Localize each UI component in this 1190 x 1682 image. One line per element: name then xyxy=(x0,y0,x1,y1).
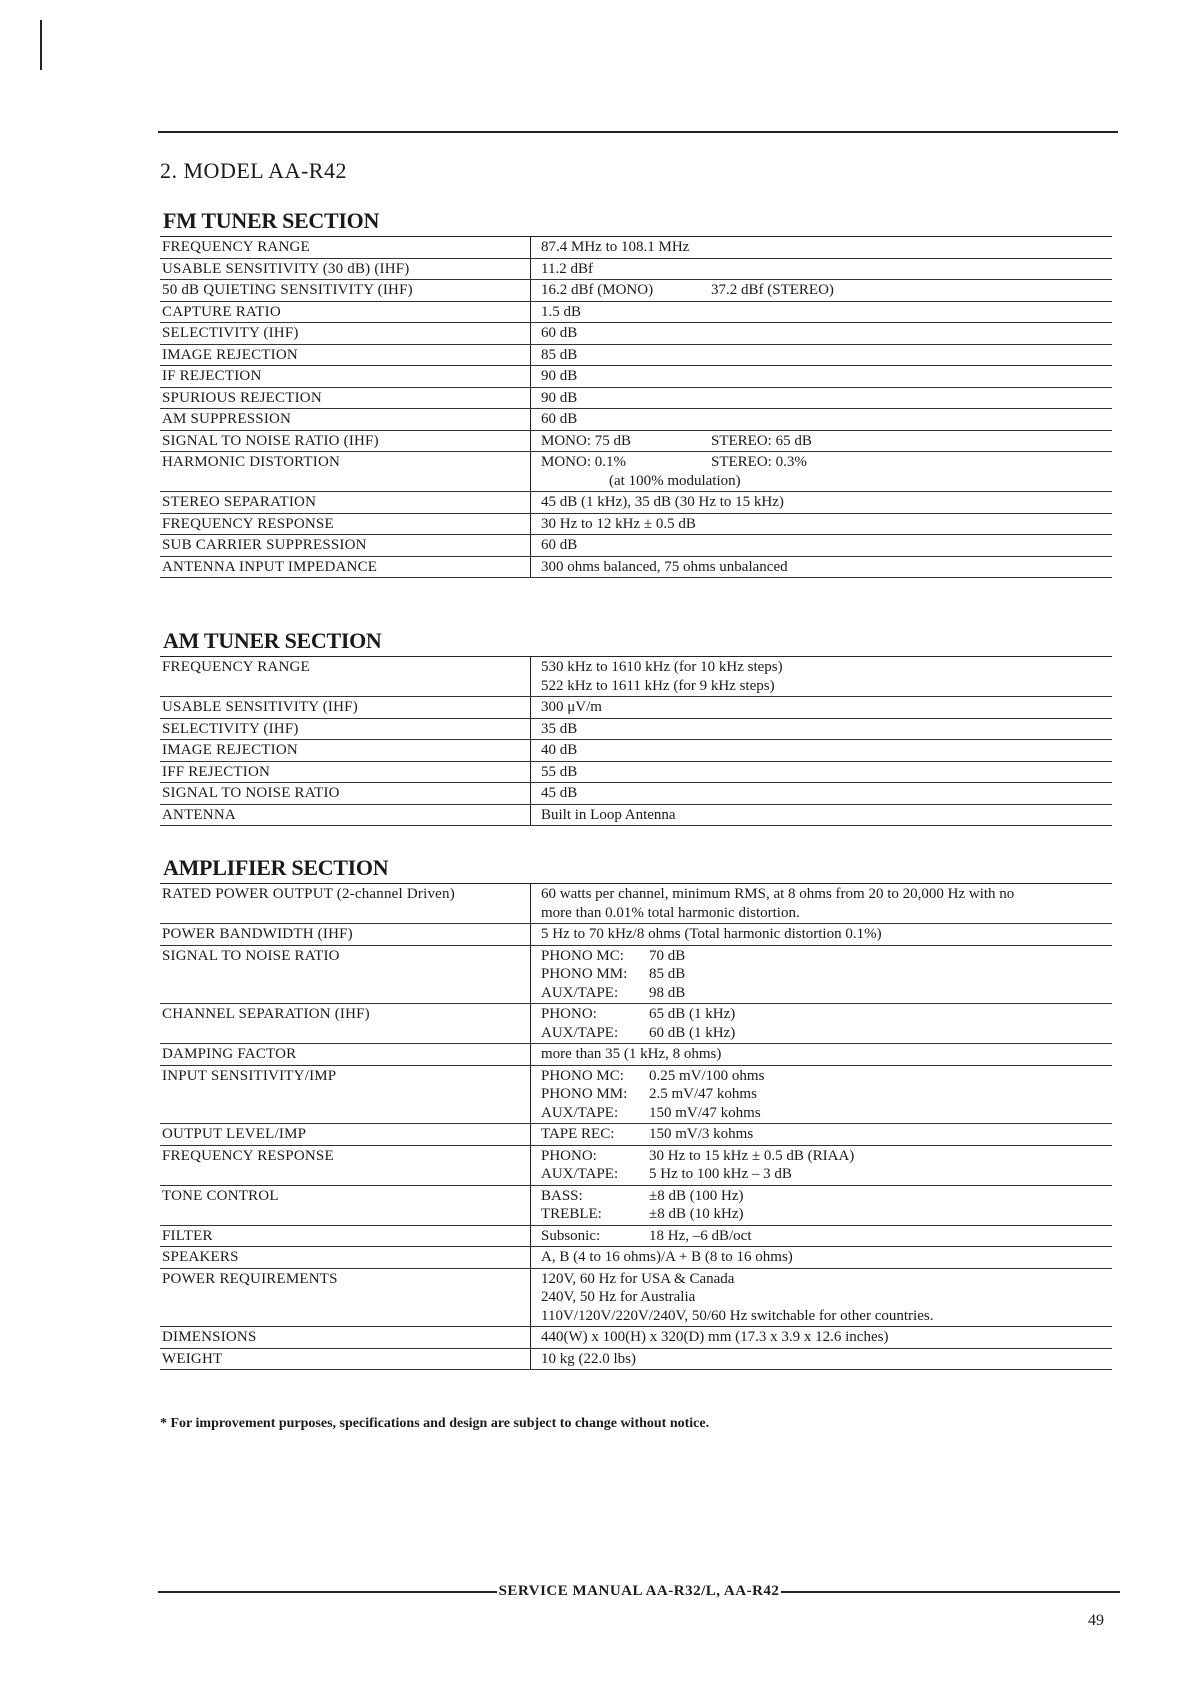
table-row xyxy=(160,301,1112,323)
spec-label: INPUT SENSITIVITY/IMP xyxy=(160,1065,531,1124)
spec-table xyxy=(160,236,1112,578)
spec-label: CHANNEL SEPARATION (IHF) xyxy=(160,1004,531,1044)
spec-value: 85 dB xyxy=(531,344,1113,366)
table-row xyxy=(160,884,1112,924)
spec-value: Built in Loop Antenna xyxy=(531,804,1113,826)
spec-label: FILTER xyxy=(160,1225,531,1247)
spec-line: 240V, 50 Hz for Australia xyxy=(541,1289,696,1305)
footer-text: SERVICE MANUAL AA-R32/L, AA-R42 xyxy=(498,1583,780,1599)
table-row xyxy=(160,323,1112,345)
spec-label: SELECTIVITY (IHF) xyxy=(160,323,531,345)
spec-value: 1.5 dB xyxy=(531,301,1113,323)
spec-label: IF REJECTION xyxy=(160,366,531,388)
footer-rule-left xyxy=(158,1591,497,1593)
table-row xyxy=(160,430,1112,452)
spec-value xyxy=(531,1004,1113,1044)
table-row xyxy=(160,556,1112,578)
spec-line: 150 mV/3 kohms xyxy=(649,1126,754,1142)
spec-label: ANTENNA INPUT IMPEDANCE xyxy=(160,556,531,578)
table-row xyxy=(160,387,1112,409)
table-row xyxy=(160,452,1112,492)
spec-key: PHONO: xyxy=(541,1147,597,1164)
spec-label: HARMONIC DISTORTION xyxy=(160,452,531,492)
page-title: 2. MODEL AA-R42 xyxy=(160,158,347,183)
table-row xyxy=(160,1065,1112,1124)
spec-key: PHONO MM: xyxy=(541,1086,628,1102)
spec-label: ANTENNA xyxy=(160,804,531,826)
spec-value xyxy=(531,1145,1113,1185)
spec-label: POWER REQUIREMENTS xyxy=(160,1268,531,1327)
spec-label: SPEAKERS xyxy=(160,1247,531,1269)
table-row xyxy=(160,1004,1112,1044)
spec-line: 120V, 60 Hz for USA & Canada xyxy=(541,1270,735,1287)
amplifier-section xyxy=(160,855,1112,1370)
spec-value: 5 Hz to 70 kHz/8 ohms (Total harmonic distortion 0.1%) xyxy=(531,924,1113,946)
spec-line: 98 dB xyxy=(649,984,686,1001)
spec-value: 90 dB xyxy=(531,387,1113,409)
spec-key: TREBLE: xyxy=(541,1206,602,1222)
spec-value xyxy=(531,1268,1113,1327)
spec-value: 45 dB (1 kHz), 35 dB (30 Hz to 15 kHz) xyxy=(531,492,1113,514)
spec-label: DAMPING FACTOR xyxy=(160,1044,531,1066)
spec-value xyxy=(531,280,1113,302)
spec-key: BASS: xyxy=(541,1187,583,1204)
stereo-value: 37.2 dBf (STEREO) xyxy=(711,282,834,298)
spec-line: 522 kHz to 1611 kHz (for 9 kHz steps) xyxy=(541,677,775,694)
spec-line: 5 Hz to 100 kHz – 3 dB xyxy=(649,1166,792,1182)
table-row xyxy=(160,366,1112,388)
table-row xyxy=(160,1268,1112,1327)
spec-label: SIGNAL TO NOISE RATIO xyxy=(160,783,531,805)
spec-label: RATED POWER OUTPUT (2-channel Driven) xyxy=(160,884,531,924)
spec-line: 60 watts per channel, minimum RMS, at 8 ohms from 20 to 20,000 Hz with no xyxy=(541,886,1015,902)
spec-value: 40 dB xyxy=(531,740,1113,762)
table-row xyxy=(160,1044,1112,1066)
table-row xyxy=(160,740,1112,762)
spec-key: TAPE REC: xyxy=(541,1126,615,1142)
spec-value: 35 dB xyxy=(531,718,1113,740)
spec-label: STEREO SEPARATION xyxy=(160,492,531,514)
spec-label: TONE CONTROL xyxy=(160,1185,531,1225)
spec-label: SIGNAL TO NOISE RATIO (IHF) xyxy=(160,430,531,452)
spec-value: 60 dB xyxy=(531,409,1113,431)
mono-value: MONO: 75 dB xyxy=(541,432,632,449)
spec-value xyxy=(531,945,1113,1004)
spec-label: FREQUENCY RANGE xyxy=(160,657,531,697)
spec-value xyxy=(531,430,1113,452)
spec-label: SPURIOUS REJECTION xyxy=(160,387,531,409)
table-row xyxy=(160,697,1112,719)
spec-value: 87.4 MHz to 108.1 MHz xyxy=(531,237,1113,259)
top-rule xyxy=(158,131,1118,133)
spec-line: 2.5 mV/47 kohms xyxy=(649,1086,757,1102)
spec-line: 530 kHz to 1610 kHz (for 10 kHz steps) xyxy=(541,659,783,675)
mono-value: MONO: 0.1% xyxy=(541,454,626,470)
spec-value xyxy=(531,1065,1113,1124)
table-row xyxy=(160,1145,1112,1185)
spec-key: Subsonic: xyxy=(541,1227,601,1244)
stereo-value: STEREO: 65 dB xyxy=(711,432,812,449)
spec-value: 60 dB xyxy=(531,323,1113,345)
spec-value: more than 35 (1 kHz, 8 ohms) xyxy=(531,1044,1113,1066)
table-row xyxy=(160,237,1112,259)
section-title: FM TUNER SECTION xyxy=(163,208,380,233)
fm-tuner-section xyxy=(160,208,1112,578)
spec-line: 70 dB xyxy=(649,947,686,964)
spec-label: SUB CARRIER SUPPRESSION xyxy=(160,535,531,557)
spec-key: AUX/TAPE: xyxy=(541,1024,619,1041)
spec-key: PHONO: xyxy=(541,1006,597,1022)
spec-label: USABLE SENSITIVITY (IHF) xyxy=(160,697,531,719)
section-title: AM TUNER SECTION xyxy=(163,628,382,653)
table-row xyxy=(160,761,1112,783)
spec-label: SIGNAL TO NOISE RATIO xyxy=(160,945,531,1004)
spec-line: 65 dB (1 kHz) xyxy=(649,1006,736,1022)
spec-line: 30 Hz to 15 kHz ± 0.5 dB (RIAA) xyxy=(649,1147,855,1164)
table-row xyxy=(160,535,1112,557)
spec-value xyxy=(531,657,1113,697)
table-row xyxy=(160,1185,1112,1225)
spec-key: PHONO MM: xyxy=(541,966,628,982)
spec-label: IFF REJECTION xyxy=(160,761,531,783)
table-row xyxy=(160,783,1112,805)
page-footer xyxy=(158,1583,1120,1600)
spec-label: CAPTURE RATIO xyxy=(160,301,531,323)
spec-key: AUX/TAPE: xyxy=(541,1166,619,1182)
spec-value: 440(W) x 100(H) x 320(D) mm (17.3 x 3.9 x 12.6 inches) xyxy=(531,1327,1113,1349)
spec-line: 0.25 mV/100 ohms xyxy=(649,1067,765,1084)
spec-value: 300 ohms balanced, 75 ohms unbalanced xyxy=(531,556,1113,578)
spec-value: 11.2 dBf xyxy=(531,258,1113,280)
table-row xyxy=(160,1348,1112,1370)
spec-note: (at 100% modulation) xyxy=(609,472,741,489)
spec-label: OUTPUT LEVEL/IMP xyxy=(160,1124,531,1146)
spec-label: DIMENSIONS xyxy=(160,1327,531,1349)
spec-value xyxy=(531,452,1113,492)
table-row xyxy=(160,258,1112,280)
spec-value: 90 dB xyxy=(531,366,1113,388)
spec-line: 110V/120V/220V/240V, 50/60 Hz switchable for other countries. xyxy=(541,1307,934,1324)
footnote: * For improvement purposes, specifications and design are subject to change without notice. xyxy=(160,1416,710,1431)
spec-value: 60 dB xyxy=(531,535,1113,557)
table-row xyxy=(160,344,1112,366)
footer-rule-right xyxy=(781,1591,1120,1593)
stereo-value: STEREO: 0.3% xyxy=(711,454,807,470)
table-row xyxy=(160,1225,1112,1247)
spec-value: 30 Hz to 12 kHz ± 0.5 dB xyxy=(531,513,1113,535)
table-row xyxy=(160,657,1112,697)
spec-value: 300 μV/m xyxy=(531,697,1113,719)
table-row xyxy=(160,1327,1112,1349)
table-row xyxy=(160,409,1112,431)
spec-label: IMAGE REJECTION xyxy=(160,740,531,762)
margin-mark xyxy=(40,20,42,70)
spec-label: SELECTIVITY (IHF) xyxy=(160,718,531,740)
spec-label: POWER BANDWIDTH (IHF) xyxy=(160,924,531,946)
spec-label: FREQUENCY RANGE xyxy=(160,237,531,259)
spec-line: 85 dB xyxy=(649,966,686,982)
spec-label: FREQUENCY RESPONSE xyxy=(160,513,531,535)
spec-value: 55 dB xyxy=(531,761,1113,783)
spec-key: PHONO MC: xyxy=(541,1067,624,1084)
spec-label: IMAGE REJECTION xyxy=(160,344,531,366)
spec-line: 150 mV/47 kohms xyxy=(649,1104,761,1121)
spec-value xyxy=(531,884,1113,924)
spec-label: FREQUENCY RESPONSE xyxy=(160,1145,531,1185)
mono-value: 16.2 dBf (MONO) xyxy=(541,282,654,298)
am-tuner-section xyxy=(160,628,1112,826)
spec-line: ±8 dB (100 Hz) xyxy=(649,1187,744,1204)
spec-table xyxy=(160,883,1112,1370)
spec-label: 50 dB QUIETING SENSITIVITY (IHF) xyxy=(160,280,531,302)
spec-label: WEIGHT xyxy=(160,1348,531,1370)
spec-label: AM SUPPRESSION xyxy=(160,409,531,431)
spec-key: AUX/TAPE: xyxy=(541,1104,619,1121)
spec-key: AUX/TAPE: xyxy=(541,984,619,1001)
spec-value: A, B (4 to 16 ohms)/A + B (8 to 16 ohms) xyxy=(531,1247,1113,1269)
section-title: AMPLIFIER SECTION xyxy=(163,855,389,880)
spec-value: 10 kg (22.0 lbs) xyxy=(531,1348,1113,1370)
page-number: 49 xyxy=(1088,1612,1104,1629)
spec-value xyxy=(531,1185,1113,1225)
table-row xyxy=(160,513,1112,535)
table-row xyxy=(160,1247,1112,1269)
spec-line: 18 Hz, –6 dB/oct xyxy=(649,1227,752,1244)
spec-label: USABLE SENSITIVITY (30 dB) (IHF) xyxy=(160,258,531,280)
table-row xyxy=(160,945,1112,1004)
spec-line: more than 0.01% total harmonic distortion. xyxy=(541,904,800,921)
spec-line: ±8 dB (10 kHz) xyxy=(649,1206,744,1222)
spec-value xyxy=(531,1225,1113,1247)
spec-key: PHONO MC: xyxy=(541,947,624,964)
spec-value xyxy=(531,1124,1113,1146)
spec-table xyxy=(160,656,1112,826)
table-row xyxy=(160,1124,1112,1146)
table-row xyxy=(160,718,1112,740)
spec-value: 45 dB xyxy=(531,783,1113,805)
spec-line: 60 dB (1 kHz) xyxy=(649,1024,736,1041)
table-row xyxy=(160,804,1112,826)
table-row xyxy=(160,280,1112,302)
table-row xyxy=(160,492,1112,514)
table-row xyxy=(160,924,1112,946)
